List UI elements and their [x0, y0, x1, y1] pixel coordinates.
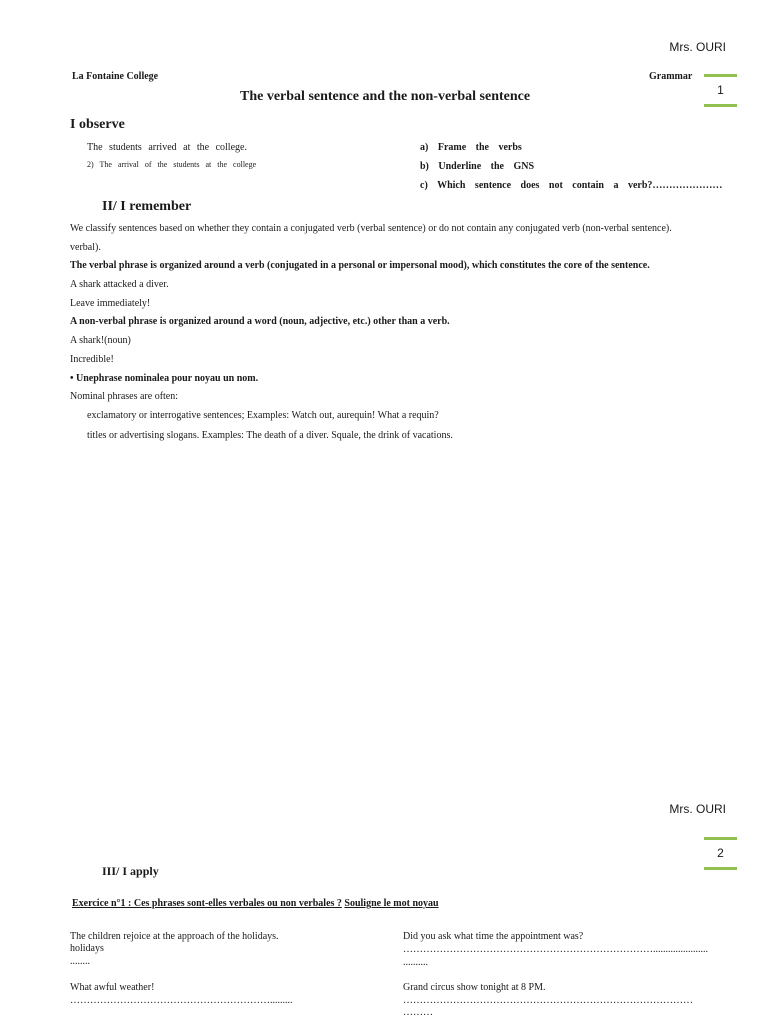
page-number-box-2: [704, 837, 737, 869]
observe-question-c: c) Which sentence does not contain a verb?…………………: [420, 180, 723, 191]
page-number: 1: [717, 83, 724, 97]
remember-line-5: Leave immediately!: [70, 298, 151, 309]
page-number-top-rule-2: [704, 837, 737, 840]
exercise-item-3: What awful weather!: [70, 982, 155, 993]
observe-question-b: b) Underline the GNS: [420, 161, 535, 172]
exercise-item-1-answer-line[interactable]: ........: [70, 956, 90, 967]
exercise-item-2-answer-line-2[interactable]: ..........: [403, 957, 428, 968]
remember-line-4: A shark attacked a diver.: [70, 279, 169, 290]
exercise-item-2: Did you ask what time the appointment was?: [403, 931, 584, 942]
remember-line-7: A shark!(noun): [70, 335, 131, 346]
exercise-item-3-answer-line[interactable]: …………………………………………………….........: [70, 995, 293, 1006]
teacher-name-page-2: Mrs. OURI: [669, 802, 726, 816]
page-number-top-rule: [704, 74, 737, 77]
remember-line-9: • Unephrase nominalea pour noyau un nom.: [70, 373, 259, 384]
page-number-bottom-rule: [704, 104, 737, 107]
subject-label: Grammar: [649, 71, 693, 82]
remember-line-2: verbal).: [70, 242, 101, 253]
observe-question-a: a) Frame the verbs: [420, 142, 522, 153]
remember-bullet-2: titles or advertising slogans. Examples: The death of a diver. Squale, the drink of vacations.: [87, 430, 453, 441]
remember-line-3: The verbal phrase is organized around a verb (conjugated in a personal or impersonal mood), which constitutes the core of the sentence.: [70, 260, 650, 271]
remember-bullet-1: exclamatory or interrogative sentences; Examples: Watch out, aurequin! What a requin?: [87, 410, 439, 421]
exercise-item-1-line-2: holidays: [70, 943, 104, 954]
exercise-item-4-answer-line-2[interactable]: ………: [403, 1007, 433, 1018]
remember-line-10: Nominal phrases are often:: [70, 391, 179, 402]
page-number-box: [704, 74, 737, 106]
remember-line-6: A non-verbal phrase is organized around a word (noun, adjective, etc.) other than a verb.: [70, 316, 450, 327]
observe-sentence-2: 2) The arrival of the students at the college: [87, 160, 257, 169]
exercise-title-instruction: Souligne le mot noyau: [344, 898, 439, 909]
observe-sentence-1: The students arrived at the college.: [87, 142, 247, 153]
remember-line-1: We classify sentences based on whether they contain a conjugated verb (verbal sentence) or do not contain any conjugated verb (non-verbal sentence).: [70, 223, 672, 234]
page-number-2: 2: [717, 846, 724, 860]
teacher-name: Mrs. OURI: [669, 40, 726, 54]
exercise-item-2-answer-line[interactable]: …………………………………………………………………......................: [403, 944, 708, 955]
observe-heading: I observe: [70, 117, 125, 132]
remember-line-8: Incredible!: [70, 354, 114, 365]
apply-heading: III/ I apply: [102, 864, 159, 878]
page-title: The verbal sentence and the non-verbal sentence: [240, 89, 531, 104]
exercise-item-1: The children rejoice at the approach of the holidays.: [70, 931, 279, 942]
exercise-title-question: Exercice n°1 : Ces phrases sont-elles verbales ou non verbales ?: [72, 898, 342, 909]
exercise-item-4-answer-line[interactable]: ……………………………………………………………………………: [403, 995, 693, 1006]
school-name: La Fontaine College: [72, 71, 159, 82]
exercise-item-4: Grand circus show tonight at 8 PM.: [403, 982, 546, 993]
remember-heading: II/ I remember: [102, 199, 192, 214]
page-number-bottom-rule-2: [704, 867, 737, 870]
exercise-title: [72, 898, 439, 909]
